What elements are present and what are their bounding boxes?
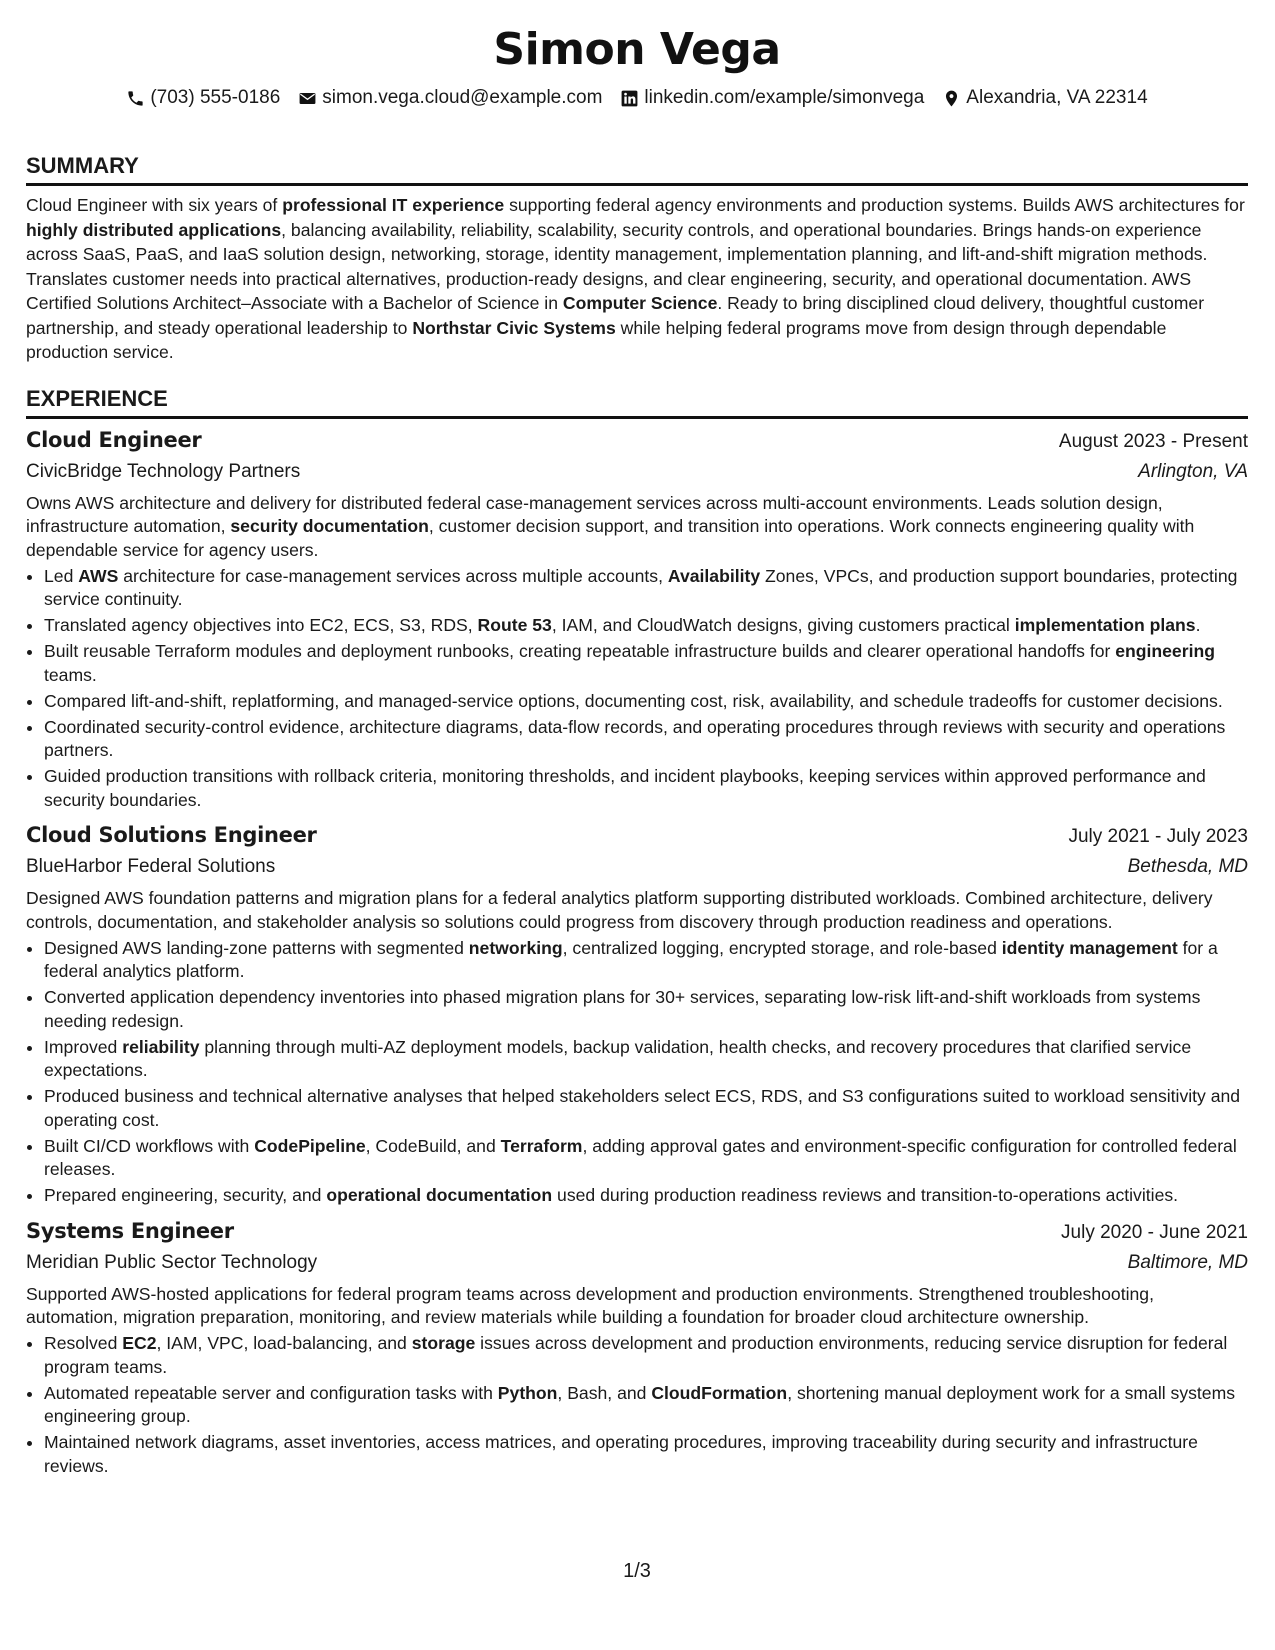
summary-text: Cloud Engineer with six years of professional IT experience supporting federal agency environments and production systems. Builds AWS architectures for highly distributed applications, balancing availability, reliability, scalability, security controls, and operational boundaries. Brings hands-on experience across SaaS, PaaS, and IaaS solution design, networking, storage, identity management, implementation planning, and lift-and-shift migration methods. Translates customer needs into practical alternatives, production-ready designs, and clear engineering, security, and operational documentation. AWS Certified Solutions Architect–Associate with a Bachelor of Science in Computer Science. Ready to bring disciplined cloud delivery, thoughtful customer partnership, and steady operational leadership to Northstar Civic Systems while helping federal programs move from design through dependable production service.: [26, 195, 1245, 362]
job-location: Baltimore, MD: [1127, 1251, 1248, 1273]
email-link[interactable]: simon.vega.cloud@example.com: [322, 87, 603, 108]
linkedin-link[interactable]: linkedin.com/example/simonvega: [644, 87, 925, 108]
job-entry: [26, 820, 1248, 1208]
bullet-item: • Maintained network diagrams, asset inventories, access matrices, and operating procedures, improving traceability during security and infrastructure reviews.: [44, 1431, 1248, 1478]
job-location: Bethesda, MD: [1127, 856, 1248, 877]
job-bullets: [26, 937, 1248, 1208]
bullet-item: • Resolved EC2, IAM, VPC, load-balancing, and storage issues across development and production environments, reducing service disruption for federal program teams.: [44, 1332, 1248, 1379]
bullet-item: • Compared lift-and-shift, replatforming, and managed-service options, documenting cost, risk, availability, and schedule tradeoffs for customer decisions.: [44, 690, 1248, 714]
bullet-item: • Guided production transitions with rollback criteria, monitoring thresholds, and incident playbooks, keeping services within approved performance and security boundaries.: [44, 765, 1248, 812]
contact-bar: [26, 84, 1248, 112]
envelope-icon: [298, 89, 317, 108]
job-title: Systems Engineer: [26, 1218, 234, 1243]
job-description: Supported AWS-hosted applications for federal program teams across development and production environments. Strengthened troubleshooting, automation, migration preparation, monitoring, and review materials while building a foundation for broader cloud architecture ownership.: [26, 1283, 1154, 1327]
job-company-row: [26, 1248, 1248, 1278]
contact-linkedin[interactable]: [620, 84, 924, 112]
job-company: Meridian Public Sector Technology: [26, 1251, 318, 1273]
experience-list: [26, 425, 1248, 1479]
bullet-item: • Prepared engineering, security, and operational documentation used during production readiness reviews and transition-to-operations activities.: [44, 1184, 1248, 1208]
linkedin-icon: [620, 89, 639, 108]
bullet-item: • Converted application dependency inventories into phased migration plans for 30+ services, separating low-risk lift-and-shift workloads from systems needing redesign.: [44, 986, 1248, 1033]
phone-text: (703) 555-0186: [150, 87, 281, 108]
job-company: BlueHarbor Federal Solutions: [26, 856, 276, 877]
bullet-item: • Designed AWS landing-zone patterns with segmented networking, centralized logging, encrypted storage, and role-based identity management for a federal analytics platform.: [44, 937, 1248, 984]
job-title: Cloud Engineer: [26, 427, 202, 452]
bullet-item: • Built reusable Terraform modules and deployment runbooks, creating repeatable infrastructure builds and clearer operational handoffs for engineering teams.: [44, 640, 1248, 687]
bullet-item: • Coordinated security-control evidence, architecture diagrams, data-flow records, and operating procedures through reviews with security and operations partners.: [44, 716, 1248, 763]
job-bullets: [26, 1332, 1248, 1478]
job-location: Arlington, VA: [1138, 460, 1248, 482]
job-company-row: [26, 852, 1248, 882]
bullet-item: • Automated repeatable server and configuration tasks with Python, Bash, and CloudFormation, shortening manual deployment work for a small systems engineering group.: [44, 1382, 1248, 1429]
bullet-item: • Led AWS architecture for case-management services across multiple accounts, Availability Zones, VPCs, and production support boundaries, protecting service continuity.: [44, 565, 1248, 612]
contact-phone: [126, 84, 280, 112]
job-entry: [26, 1216, 1248, 1479]
job-bullets: [26, 565, 1248, 813]
job-dates: July 2021 - July 2023: [1068, 826, 1248, 847]
resume-page: [26, 0, 1248, 1650]
location-text: Alexandria, VA 22314: [966, 87, 1148, 108]
job-description: Designed AWS foundation patterns and migration plans for a federal analytics platform supporting distributed workloads. Combined architecture, delivery controls, documentation, and stakeholder analysis so solutions could progress from discovery through production readiness and operations.: [26, 888, 1213, 932]
job-dates: July 2020 - June 2021: [1061, 1221, 1248, 1243]
job-entry: [26, 425, 1248, 813]
job-header-row: [26, 820, 1248, 852]
page-number: 1/3: [623, 1560, 651, 1582]
bullet-item: • Produced business and technical alternative analyses that helped stakeholders select ECS, RDS, and S3 configurations suited to workload sensitivity and operating cost.: [44, 1085, 1248, 1132]
job-header-row: [26, 425, 1248, 457]
map-pin-icon: [942, 89, 961, 108]
job-dates: August 2023 - Present: [1058, 430, 1248, 452]
phone-icon: [126, 89, 145, 108]
bullet-item: • Translated agency objectives into EC2, ECS, S3, RDS, Route 53, IAM, and CloudWatch designs, giving customers practical implementation plans.: [44, 614, 1248, 638]
candidate-name: Simon Vega: [493, 24, 781, 75]
job-header-row: [26, 1216, 1248, 1248]
bullet-item: • Improved reliability planning through multi-AZ deployment models, backup validation, health checks, and recovery procedures that clarified service expectations.: [44, 1036, 1248, 1083]
experience-heading: EXPERIENCE: [26, 385, 1248, 419]
job-title: Cloud Solutions Engineer: [26, 823, 317, 847]
job-company-row: [26, 457, 1248, 487]
contact-location: [942, 84, 1147, 112]
job-description: Owns AWS architecture and delivery for distributed federal case-management services across multi-account environments. Leads solution design, infrastructure automation, security documentation, customer decision support, and transition into operations. Work connects engineering quality with dependable service for agency users.: [26, 492, 1195, 560]
contact-email[interactable]: [298, 84, 602, 112]
job-company: CivicBridge Technology Partners: [26, 460, 301, 482]
bullet-item: • Built CI/CD workflows with CodePipeline, CodeBuild, and Terraform, adding approval gates and environment-specific configuration for controlled federal releases.: [44, 1135, 1248, 1182]
summary-heading: SUMMARY: [26, 152, 1248, 186]
